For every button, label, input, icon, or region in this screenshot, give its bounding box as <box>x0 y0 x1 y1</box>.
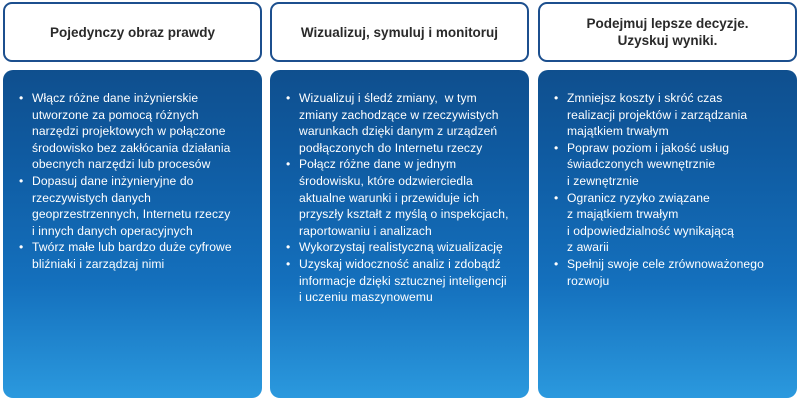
list-item-line: • Wizualizuj i śledź zmiany, w tym <box>299 91 477 105</box>
column-3-heading-line: Podejmuj lepsze decyzje. <box>586 16 749 31</box>
column-2-card <box>270 70 529 398</box>
list-item-line: geoprzestrzennych, Internetu rzeczy <box>32 207 231 222</box>
list-item-line: podłączonych do Internetu rzeczy <box>299 140 483 155</box>
list-item <box>19 239 254 272</box>
column-3-bullet-list <box>554 90 789 289</box>
column-3-header <box>538 2 797 62</box>
list-item <box>286 156 521 239</box>
list-item-line: • Twórz małe lub bardzo duże cyfrowe <box>32 240 232 255</box>
list-item-line: świadczonych wewnętrznie <box>567 157 716 172</box>
list-item-line: informacje dzięki sztucznej inteligencji <box>299 273 507 288</box>
list-item-line: i uczeniu maszynowemu <box>299 290 433 305</box>
list-item-line: z majątkiem trwałym <box>567 207 679 222</box>
column-2-header <box>270 2 529 62</box>
list-item <box>286 256 521 306</box>
column-better-decisions <box>538 0 797 400</box>
column-visualize-simulate-monitor <box>270 0 529 400</box>
list-item-line: • Ogranicz ryzyko związane <box>567 190 710 205</box>
list-item-line: raportowaniu i analizach <box>299 223 432 238</box>
list-item-line: i zewnętrznie <box>567 173 639 188</box>
list-item <box>554 256 789 289</box>
list-item-line: aktualne warunki i przewiduje ich <box>299 190 480 205</box>
column-1-header <box>3 2 262 62</box>
column-3-card <box>538 70 797 398</box>
list-item <box>554 90 789 140</box>
list-item-line: • Włącz różne dane inżynierskie <box>32 91 199 105</box>
list-item <box>554 190 789 256</box>
column-2-bullet-list <box>286 90 521 306</box>
list-item-line: bliźniaki i zarządzaj nimi <box>32 256 165 271</box>
list-item-line: utworzone za pomocą różnych <box>32 107 199 122</box>
list-item-line: zmiany zachodzące w rzeczywistych <box>299 107 499 122</box>
column-1-card <box>3 70 262 398</box>
list-item <box>554 140 789 190</box>
list-item-line: • Spełnij swoje cele zrównoważonego <box>567 256 764 271</box>
list-item-line: realizacji projektów i zarządzania <box>567 107 748 122</box>
list-item-line: i odpowiedzialność wynikającą <box>567 223 734 238</box>
list-item-line: przyszły kształt z myślą o inspekcjach, <box>299 207 509 222</box>
list-item-line: majątkiem trwałym <box>567 124 669 139</box>
list-item-line: obecnych narzędzi lub procesów <box>32 157 211 172</box>
list-item-line: • Dopasuj dane inżynieryjne do <box>32 173 194 188</box>
list-item-line: rozwoju <box>567 273 610 288</box>
list-item <box>19 90 254 173</box>
list-item <box>19 173 254 239</box>
list-item-line: • Połącz różne dane w jednym <box>299 157 457 172</box>
column-single-source-of-truth <box>3 0 262 400</box>
column-1-heading: Pojedynczy obraz prawdy <box>49 24 216 40</box>
column-3-heading <box>586 15 748 49</box>
list-item-line: • Zmniejsz koszty i skróć czas <box>567 91 723 105</box>
list-item-line: i innych danych operacyjnych <box>32 223 193 238</box>
list-item-line: środowisku, które odzwierciedla <box>299 173 473 188</box>
column-2-heading: Wizualizuj, symuluj i monitoruj <box>300 24 499 40</box>
list-item-line: rzeczywistych danych <box>32 190 151 205</box>
list-item <box>286 90 521 156</box>
list-item-line: narzędzi projektowych w połączone <box>32 124 226 139</box>
list-item-line: z awarii <box>567 240 609 255</box>
list-item-line: • Popraw poziom i jakość usług <box>567 140 730 155</box>
list-item <box>286 239 521 256</box>
column-1-bullet-list <box>19 90 254 273</box>
list-item-line: • Wykorzystaj realistyczną wizualizację <box>299 240 503 255</box>
column-3-heading-line: Uzyskuj wyniki. <box>617 33 718 48</box>
list-item-line: • Uzyskaj widoczność analiz i zdobądź <box>299 256 501 271</box>
list-item-line: warunkach dzięki danym z urządzeń <box>299 124 498 139</box>
list-item-line: środowisko bez zakłócania działania <box>32 140 231 155</box>
